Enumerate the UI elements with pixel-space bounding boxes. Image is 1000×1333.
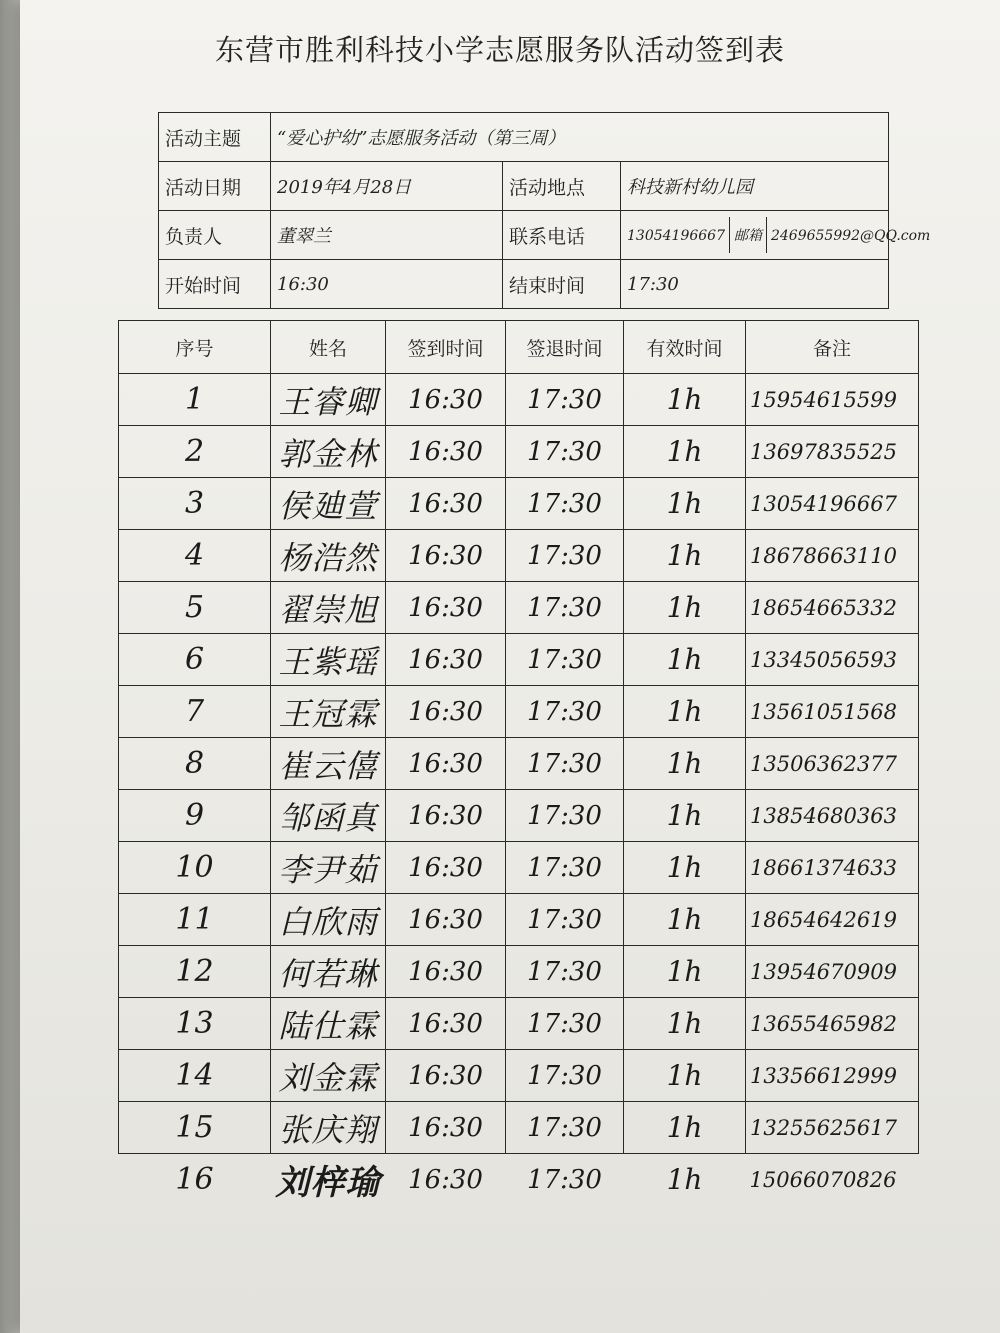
date-label: 活动日期	[159, 162, 271, 211]
sign-in-time: 16:30	[386, 1102, 506, 1154]
sheet-title: 东营市胜利科技小学志愿服务队活动签到表	[214, 33, 785, 67]
row-number: 14	[119, 1050, 271, 1102]
note-phone: 15954615599	[746, 374, 919, 426]
effective-time: 1h	[624, 478, 746, 530]
volunteer-name: 崔云僖	[271, 738, 386, 790]
email-label: 邮箱	[733, 228, 762, 244]
activity-info-table	[158, 112, 931, 309]
theme-label: 活动主题	[159, 113, 271, 162]
table-row	[119, 790, 919, 842]
table-row	[119, 842, 919, 894]
row-number: 2	[119, 426, 271, 478]
table-row	[119, 530, 919, 582]
sign-out-time: 17:30	[506, 842, 624, 894]
date-value: 2019年4月28日	[271, 162, 503, 211]
effective-time: 1h	[624, 894, 746, 946]
volunteer-name: 刘金霖	[271, 1050, 386, 1102]
time-row	[159, 260, 889, 309]
phone-label: 联系电话	[503, 211, 621, 260]
theme-row	[159, 113, 889, 162]
sign-out-time: 17:30	[506, 686, 624, 738]
row-number: 3	[119, 478, 271, 530]
effective-time: 1h	[624, 998, 746, 1050]
note-phone: 13854680363	[746, 790, 919, 842]
table-row	[119, 634, 919, 686]
table-row	[119, 686, 919, 738]
column-header: 签退时间	[506, 321, 624, 374]
start-value: 16:30	[271, 260, 503, 309]
volunteer-name: 郭金林	[271, 426, 386, 478]
effective-time: 1h	[624, 1102, 746, 1154]
sign-in-time: 16:30	[386, 842, 506, 894]
volunteer-name: 王冠霖	[271, 686, 386, 738]
table-row	[119, 374, 919, 426]
sign-in-time: 16:30	[386, 998, 506, 1050]
note-phone: 15066070826	[749, 1167, 897, 1192]
divider	[729, 217, 730, 253]
effective-time: 1h	[624, 374, 746, 426]
volunteer-name: 王紫瑶	[271, 634, 386, 686]
table-row	[119, 946, 919, 998]
sign-in-time: 16:30	[386, 582, 506, 634]
column-header-row	[119, 321, 919, 374]
sign-in-time: 16:30	[386, 790, 506, 842]
row-number: 16	[175, 1162, 214, 1197]
note-phone: 18678663110	[746, 530, 919, 582]
sign-out-time: 17:30	[506, 894, 624, 946]
column-header: 序号	[119, 321, 271, 374]
sign-in-time: 16:30	[386, 738, 506, 790]
sign-out-time: 17:30	[506, 426, 624, 478]
sign-in-time: 16:30	[386, 426, 506, 478]
effective-time: 1h	[624, 790, 746, 842]
location-value: 科技新村幼儿园	[621, 162, 889, 211]
table-row	[119, 894, 919, 946]
effective-time: 1h	[624, 634, 746, 686]
note-phone: 18661374633	[746, 842, 919, 894]
sign-out-time: 17:30	[506, 946, 624, 998]
note-phone: 18654665332	[746, 582, 919, 634]
row-number: 10	[119, 842, 271, 894]
table-row	[119, 1154, 919, 1206]
note-phone: 13345056593	[746, 634, 919, 686]
email-value: 2469655992@QQ.com	[770, 228, 931, 244]
volunteer-name: 陆仕霖	[271, 998, 386, 1050]
sign-out-time: 17:30	[527, 1164, 602, 1195]
note-phone: 13356612999	[746, 1050, 919, 1102]
row-number: 13	[119, 998, 271, 1050]
row-number: 9	[119, 790, 271, 842]
effective-time: 1h	[624, 530, 746, 582]
volunteer-name: 刘梓瑜	[275, 1163, 381, 1203]
effective-time: 1h	[624, 738, 746, 790]
volunteer-name: 侯廸萱	[271, 478, 386, 530]
row-number: 11	[119, 894, 271, 946]
volunteer-name: 杨浩然	[271, 530, 386, 582]
table-row	[119, 1102, 919, 1154]
note-phone: 13255625617	[746, 1102, 919, 1154]
sign-in-time: 16:30	[386, 530, 506, 582]
row-number: 7	[119, 686, 271, 738]
effective-time: 1h	[624, 426, 746, 478]
volunteer-name: 李尹茹	[271, 842, 386, 894]
sign-out-time: 17:30	[506, 478, 624, 530]
table-row	[119, 1050, 919, 1102]
sign-out-time: 17:30	[506, 1050, 624, 1102]
row-number: 5	[119, 582, 271, 634]
row-number: 1	[119, 374, 271, 426]
sign-in-time: 16:30	[386, 686, 506, 738]
sign-in-time: 16:30	[386, 946, 506, 998]
sign-in-time: 16:30	[386, 374, 506, 426]
effective-time: 1h	[624, 1050, 746, 1102]
leader-label: 负责人	[159, 211, 271, 260]
effective-time: 1h	[624, 582, 746, 634]
start-label: 开始时间	[159, 260, 271, 309]
sign-in-time: 16:30	[386, 634, 506, 686]
sign-out-time: 17:30	[506, 634, 624, 686]
sign-out-time: 17:30	[506, 582, 624, 634]
attendance-table	[118, 320, 919, 1205]
sign-in-time: 16:30	[386, 478, 506, 530]
row-number: 12	[119, 946, 271, 998]
column-header: 有效时间	[624, 321, 746, 374]
sign-out-time: 17:30	[506, 530, 624, 582]
note-phone: 18654642619	[746, 894, 919, 946]
volunteer-name: 何若琳	[271, 946, 386, 998]
date-location-row	[159, 162, 889, 211]
note-phone: 13655465982	[746, 998, 919, 1050]
volunteer-name: 王睿卿	[271, 374, 386, 426]
note-phone: 13506362377	[746, 738, 919, 790]
end-label: 结束时间	[503, 260, 621, 309]
theme-value: “爱心护幼”志愿服务活动（第三周）	[271, 113, 889, 162]
sign-out-time: 17:30	[506, 1102, 624, 1154]
location-label: 活动地点	[503, 162, 621, 211]
note-phone: 13561051568	[746, 686, 919, 738]
table-row	[119, 582, 919, 634]
leader-value: 董翠兰	[271, 211, 503, 260]
phone-value: 13054196667	[627, 228, 725, 244]
row-number: 8	[119, 738, 271, 790]
table-row	[119, 478, 919, 530]
column-header: 签到时间	[386, 321, 506, 374]
table-row	[119, 998, 919, 1050]
sign-out-time: 17:30	[506, 374, 624, 426]
desk-edge	[0, 0, 20, 1333]
volunteer-name: 邹函真	[271, 790, 386, 842]
volunteer-name: 张庆翔	[271, 1102, 386, 1154]
volunteer-name: 翟崇旭	[271, 582, 386, 634]
sign-out-time: 17:30	[506, 998, 624, 1050]
effective-time: 1h	[624, 686, 746, 738]
row-number: 4	[119, 530, 271, 582]
table-row	[119, 426, 919, 478]
effective-time: 1h	[624, 842, 746, 894]
note-phone: 13697835525	[746, 426, 919, 478]
leader-phone-row	[159, 211, 889, 260]
sign-out-time: 17:30	[506, 738, 624, 790]
volunteer-name: 白欣雨	[271, 894, 386, 946]
effective-time: 1h	[666, 1163, 703, 1196]
sign-in-time: 16:30	[386, 1050, 506, 1102]
sign-out-time: 17:30	[506, 790, 624, 842]
row-number: 15	[119, 1102, 271, 1154]
sign-in-time: 16:30	[408, 1164, 483, 1195]
row-number: 6	[119, 634, 271, 686]
effective-time: 1h	[624, 946, 746, 998]
table-row	[119, 738, 919, 790]
note-phone: 13954670909	[746, 946, 919, 998]
sign-in-time: 16:30	[386, 894, 506, 946]
end-value: 17:30	[621, 260, 889, 309]
column-header: 姓名	[271, 321, 386, 374]
column-header: 备注	[746, 321, 919, 374]
note-phone: 13054196667	[746, 478, 919, 530]
divider	[766, 217, 767, 253]
contact-cell	[621, 211, 931, 260]
